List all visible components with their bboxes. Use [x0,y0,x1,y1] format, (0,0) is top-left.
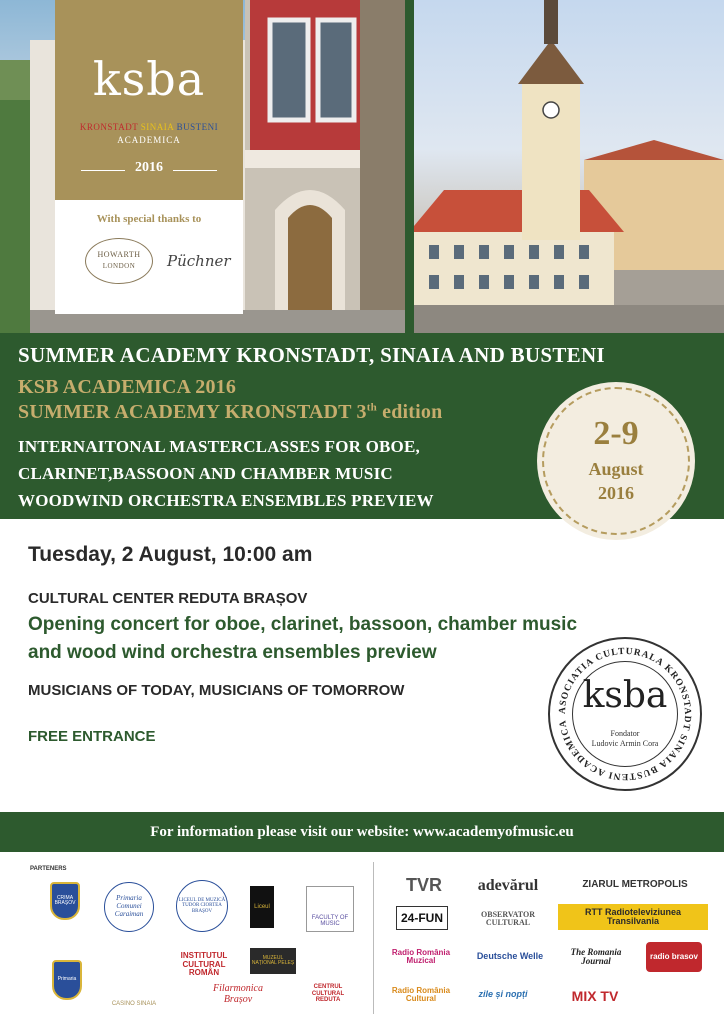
partners-label: PARTENERS [30,866,67,872]
event-description-line1: Opening concert for oboe, clarinet, bassoon, chamber music [28,614,578,635]
free-entrance: FREE ENTRANCE [28,728,156,745]
ksba-logo-word: ksba [92,52,206,106]
council-square-photo [414,0,724,333]
metropolis-logo: ZIARUL METROPOLIS [582,878,688,890]
event-datetime: Tuesday, 2 August, 10:00 am [28,543,313,566]
stamp-ksba: ksba [582,675,668,716]
association-stamp [548,637,702,791]
primaria-seal-logo: Primaria Comunei Caraiman [104,882,154,932]
ksba-logo-subtitle [55,122,243,132]
logo-busteni: BUSTENI [176,122,219,132]
banner-detail-3: WOODWIND ORCHESTRA ENSEMBLES PREVIEW [18,491,434,510]
date-badge [542,387,690,535]
banner-title: SUMMER ACADEMY KRONSTADT, SINAIA AND BUSTENI [18,343,605,367]
howarth-logo [85,238,153,284]
event-tagline: MUSICIANS OF TODAY, MUSICIANS OF TOMORROW [28,682,405,699]
edition-sup: th [366,401,377,414]
peles-museum-logo: MUZEUL NAȚIONAL PELEȘ [250,948,296,974]
icr-logo: INSTITUTUL CULTURAL ROMÂN [180,950,228,978]
banner-subtitle-2 [18,401,442,424]
website-info-bar: For information please visit our website: www.academyofmusic.eu [0,812,724,852]
tvr-logo: TVR [406,874,442,895]
logo-sinaia: SINAIA [140,122,174,132]
faculty-of-music-logo: FACULTY OF MUSIC [306,886,354,932]
logo-year: 2016 [135,160,163,175]
radio-brasov-logo: radio brasov [646,942,702,972]
logo-academica: ACADEMICA [117,135,181,145]
banner-detail-1: INTERNAITONAL MASTERCLASSES FOR OBOE, [18,437,420,456]
howarth-city: LONDON [102,262,136,270]
banner-subtitle-1: KSB ACADEMICA 2016 [18,376,237,398]
reduta-logo: CENTRUL CULTURAL REDUTA [311,984,345,1004]
deutsche-welle-logo: Deutsche Welle [476,951,544,962]
filarmonica-logo: Filarmonica Brașov [213,983,263,1005]
mix-tv-logo: MIX TV [571,987,619,1004]
ksba-logo-card [55,0,243,314]
logo-kronstadt: KRONSTADT [79,122,139,132]
edition-end: edition [376,401,443,423]
thanks-text: With special thanks to [96,213,202,225]
puchner-logo: Püchner [167,252,231,270]
stamp-founder-name: Ludovic Armin Cora [591,739,659,748]
edition-main: SUMMER ACADEMY KRONSTADT 3 [18,401,367,423]
rtt-logo: RTT Radioteleviziunea Transilvania [558,904,708,930]
stamp-ring-label: ASOCIATIA CULTURALA KRONSTADT SINAIA BUSTENI ACADEMICA [557,646,693,782]
romania-journal-logo: The Romania Journal [570,946,622,966]
24fun-logo: 24-FUN [396,906,448,930]
zile-si-nopti-logo: zile și nopți [478,989,528,1000]
howarth-name: HOWARTH [97,250,141,259]
radio-romania-cultural-logo: Radio România Cultural [391,985,451,1003]
music-highschool-logo: LICEUL DE MUZICĂ TUDOR CIORTEA BRAŞOV [176,880,228,932]
header-photos [0,0,724,333]
liceul-logo: Liceul [250,886,274,928]
event-venue: CULTURAL CENTER REDUTA BRAȘOV [28,590,308,607]
banner-detail-2: CLARINET,BASSOON AND CHAMBER MUSIC [18,464,393,483]
primaria-crest-logo: Primaria [52,960,82,1000]
brasov-crest-logo: CRIMA BRAŞOV [50,882,80,920]
radio-romania-muzical-logo: Radio România Muzical [391,947,451,965]
partners-divider [373,862,374,1014]
event-description-line2: and wood wind orchestra ensembles preview [28,642,437,663]
adevarul-logo: adevărul [477,876,539,894]
stamp-founder-label: Fondator [610,729,640,738]
casino-sinaia-logo: CASINO SINAIA [111,1001,157,1008]
photo-divider [405,0,414,333]
council-house-illustration [414,0,724,333]
date-month: August [588,459,644,479]
observator-cultural-logo: OBSERVATOR CULTURAL [481,909,535,927]
date-year: 2016 [598,483,634,503]
date-days: 2-9 [593,415,639,452]
